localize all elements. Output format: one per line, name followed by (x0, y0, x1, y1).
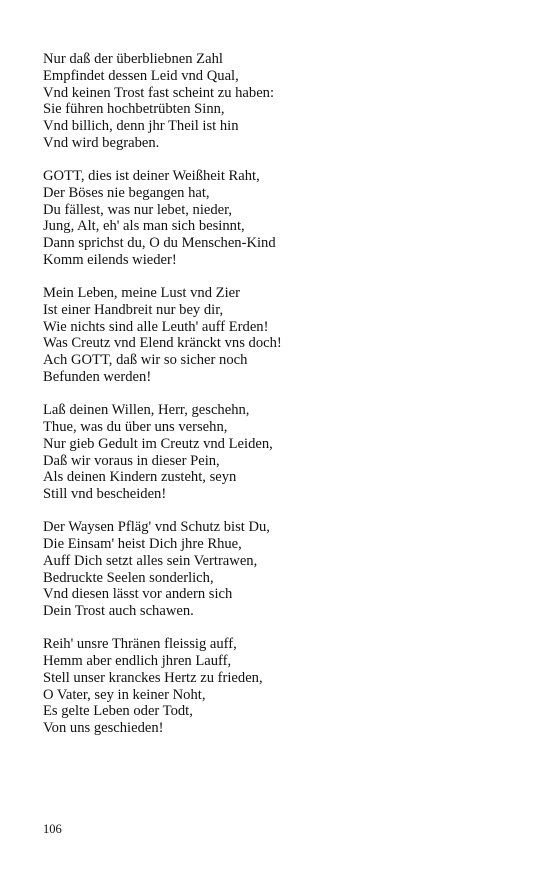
poem-line: Von uns geschieden! (43, 720, 164, 737)
poem-line: Was Creutz vnd Elend kränckt vns doch! (43, 335, 282, 352)
poem-line: Vnd billich, denn jhr Theil ist hin (43, 118, 239, 134)
poem-line: Nur gieb Gedult im Creutz vnd Leiden, (43, 435, 273, 452)
poem-line: Sie führen hochbetrübten Sinn, (43, 101, 225, 118)
poem-line: Als deinen Kindern zusteht, seyn (43, 469, 237, 486)
poem-line: Laß deinen Willen, Herr, geschehn, (43, 402, 250, 419)
poem-line: Reih' unsre Thränen fleissig auff, (43, 636, 237, 653)
poem-line: Dein Trost auch schawen. (43, 603, 194, 620)
stanza-5 (43, 519, 523, 620)
poem-line: Jung, Alt, eh' als man sich besinnt, (43, 218, 245, 235)
poem-line: Empfindet dessen Leid vnd Qual, (43, 67, 239, 84)
stanza-3 (43, 285, 523, 386)
poem-line: Dann sprichst du, O du Menschen-Kind (43, 235, 276, 252)
poem-line: Der Waysen Pfläg' vnd Schutz bist Du, (43, 519, 270, 536)
poem-line: Ach GOTT, daß wir so sicher noch (43, 352, 248, 369)
poem-line: Wie nichts sind alle Leuth' auff Erden! (43, 318, 269, 335)
poem-line: Nur daß der überbliebnen Zahl (43, 51, 223, 67)
poem-line: Du fällest, was nur lebet, nieder, (43, 201, 233, 218)
poem-line: Auff Dich setzt alles sein Vertrawen, (43, 552, 258, 569)
poem-line: Ist einer Handbreit nur bey dir, (43, 301, 224, 318)
poem-line: Vnd wird begraben. (43, 134, 160, 151)
poem-line: Der Böses nie begangen hat, (43, 184, 210, 201)
poem-text (43, 51, 523, 754)
poem-line: Es gelte Leben oder Todt, (43, 703, 193, 720)
poem-line: Komm eilends wieder! (43, 251, 177, 268)
poem-line: Daß wir voraus in dieser Pein, (43, 452, 220, 469)
page-number: 106 (43, 822, 62, 836)
stanza-2 (43, 168, 523, 269)
poem-line: GOTT, dies ist deiner Weißheit Raht, (43, 168, 260, 185)
poem-line: Die Einsam' heist Dich jhre Rhue, (43, 536, 242, 553)
poem-line: O Vater, sey in keiner Noht, (43, 686, 206, 703)
poem-line: Vnd keinen Trost fast scheint zu haben: (43, 84, 275, 101)
poem-line: Hemm aber endlich jhren Lauff, (43, 653, 232, 670)
stanza-4 (43, 402, 523, 503)
stanza-6 (43, 636, 523, 737)
poem-line: Mein Leben, meine Lust vnd Zier (43, 285, 240, 302)
poem-line: Stell unser kranckes Hertz zu frieden, (43, 669, 263, 686)
stanza-1 (43, 51, 523, 152)
poem-line: Bedruckte Seelen sonderlich, (43, 569, 214, 586)
poem-line: Still vnd bescheiden! (43, 486, 167, 503)
poem-line: Vnd diesen lässt vor andern sich (43, 586, 233, 603)
poem-line: Befunden werden! (43, 368, 152, 385)
poem-line: Thue, was du über uns versehn, (43, 419, 228, 436)
